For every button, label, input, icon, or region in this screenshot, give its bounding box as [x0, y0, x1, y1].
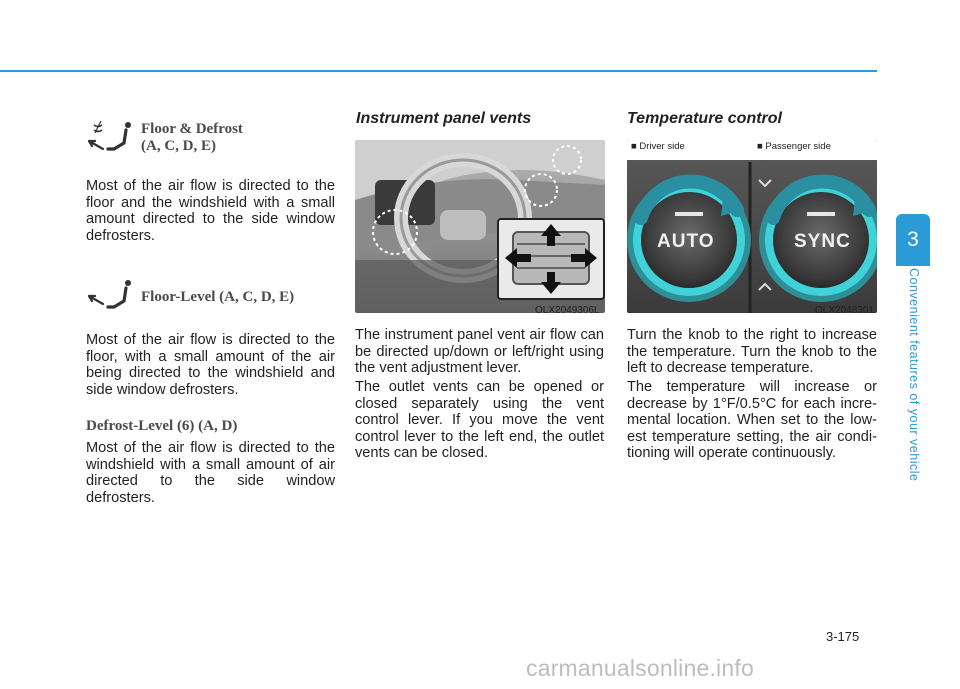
- mode-defrost-level-title: Defrost-Level (6) (A, D): [86, 418, 238, 434]
- passenger-side-label: ■ Passenger side: [757, 141, 831, 152]
- watermark-text: carmanualsonline.info: [526, 655, 754, 681]
- chapter-label: [896, 268, 930, 498]
- temperature-para1: Turn the knob to the right to increase the temperature. Turn the knob to the left to decrease temperature.: [627, 327, 877, 377]
- floor-defrost-icon: [86, 119, 136, 157]
- temperature-image-code: OLX2048301: [815, 305, 874, 316]
- mode-floor-level-title: Floor-Level (A, C, D, E): [141, 289, 295, 305]
- temperature-knobs-photo: [627, 140, 877, 313]
- mode-floor-defrost-text: Most of the air flow is directed to the floor and the windshield with a small amount directed to the side window defrosters.: [86, 178, 335, 244]
- chapter-label-text: Convenient features of your vehicle: [907, 268, 921, 482]
- mode-floor-defrost-title: [141, 121, 243, 155]
- temperature-control-title: Temperature control: [627, 110, 782, 127]
- chapter-tab: 3: [896, 214, 930, 266]
- auto-knob-label: AUTO: [657, 231, 715, 252]
- mode-floor-defrost-title-line1: Floor & Defrost: [141, 121, 243, 137]
- instrument-vents-title: Instrument panel vents: [356, 110, 532, 127]
- instrument-panel-photo: [355, 140, 605, 313]
- sync-knob-label: SYNC: [794, 231, 851, 252]
- temperature-para2: The temperature will increase or decrease by 1°F/0.5°C for each incre-mental location. When set to the low-est temperature setting, the air condi-tioning will operate continuously.: [627, 379, 877, 462]
- driver-side-label: ■ Driver side: [631, 141, 685, 152]
- vent-closeup-inset: [497, 218, 605, 300]
- instrument-vents-para1: The instrument panel vent air flow can be directed up/down or left/right using the vent adjustment lever.: [355, 327, 604, 377]
- mode-floor-level-text: Most of the air flow is directed to the floor, with a small amount of the air being directed to the windshield and side window defrosters.: [86, 332, 335, 398]
- page-number: 3-175: [826, 629, 860, 644]
- mode-floor-defrost-title-line2: (A, C, D, E): [141, 138, 216, 154]
- floor-level-icon: [86, 280, 136, 314]
- header-rule: [0, 70, 877, 72]
- instrument-vents-para2: The outlet vents can be opened or closed separately using the vent control lever. If you move the vent control lever to the left end, the outlet vents can be closed.: [355, 379, 604, 462]
- mode-defrost-level-text: Most of the air flow is directed to the windshield with a small amount of air directed to the side window defrosters.: [86, 440, 335, 506]
- instrument-image-code: OLX2049306L: [535, 305, 600, 316]
